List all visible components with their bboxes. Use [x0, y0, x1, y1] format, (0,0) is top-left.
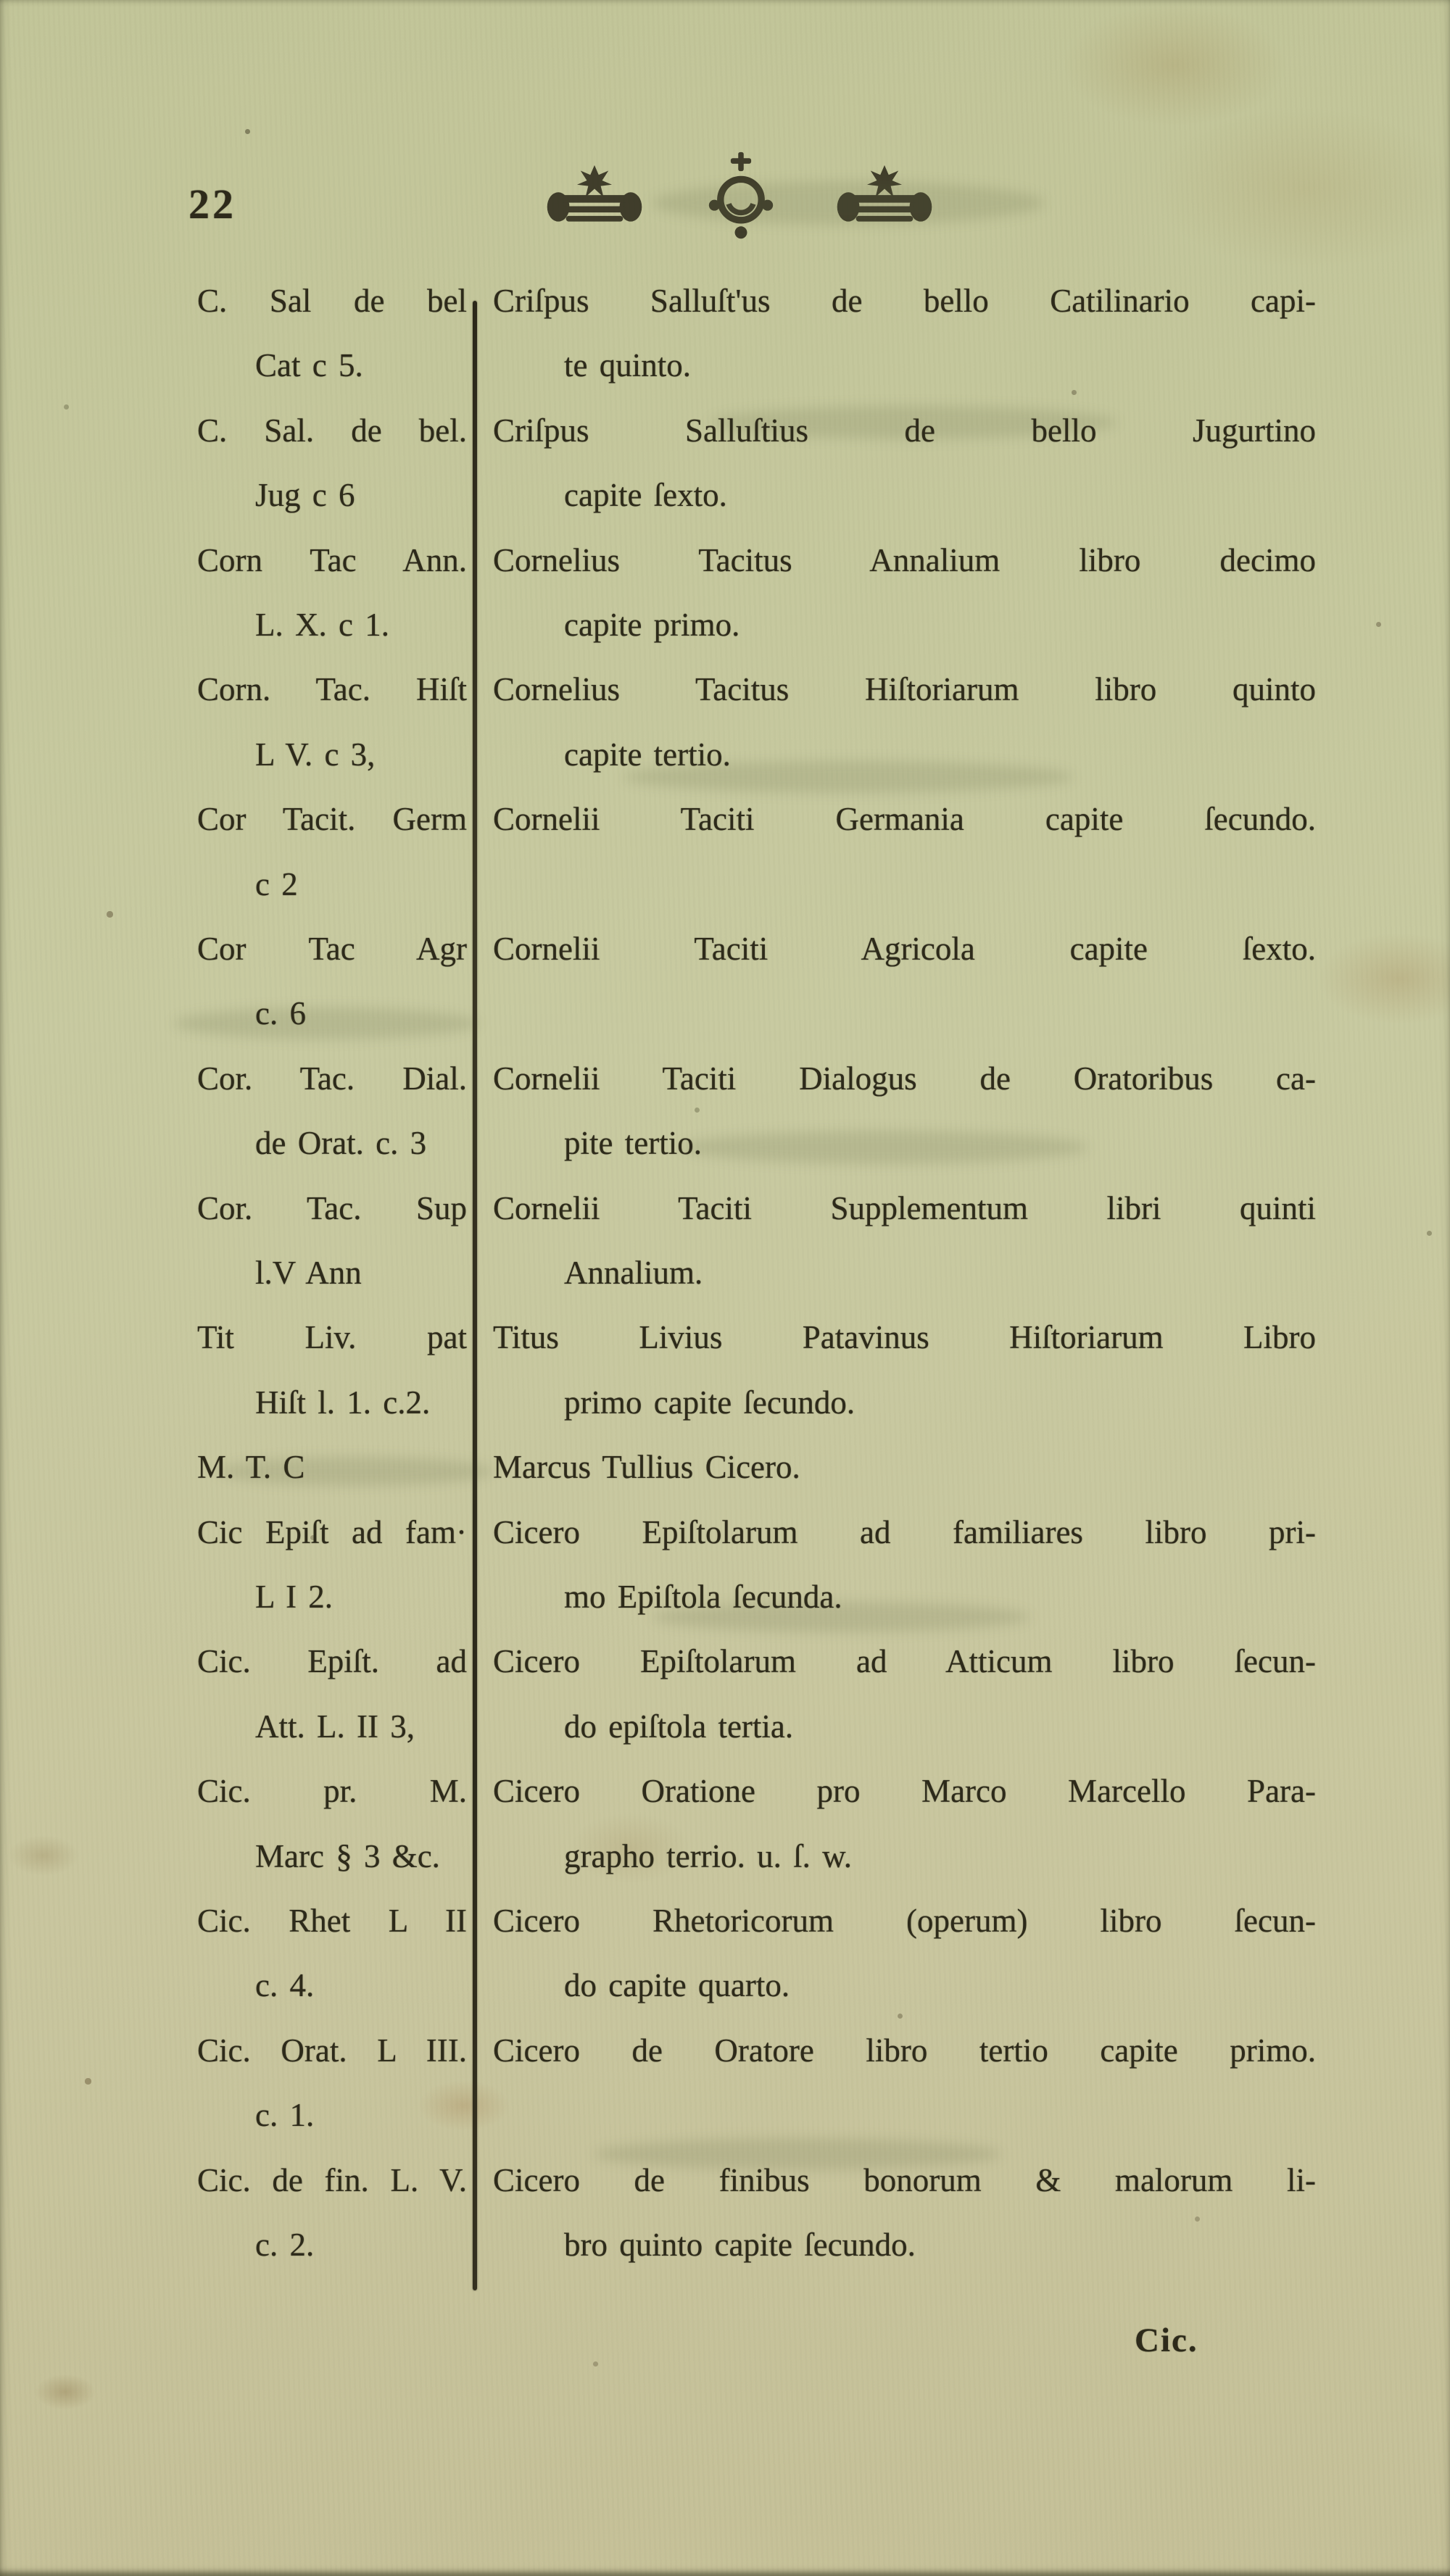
entry-row — [0, 1837, 1450, 1905]
expansion-text: Cicero Epiſtolarum ad Atticum libro ſecun- — [493, 1643, 1316, 1680]
expansion-text: Cornelii Taciti Agricola capite ſexto. — [493, 931, 1316, 967]
entry-row — [0, 1256, 1450, 1321]
abbreviation-text: Cor. Tac. Sup — [197, 1189, 467, 1226]
abbreviation-text: Cic. Epiſt. ad — [197, 1643, 467, 1680]
ink-showthrough-smudge — [652, 181, 1044, 225]
expansion-text: Cicero Epiſtolarum ad familiares libro pri- — [493, 1513, 1316, 1550]
abbreviation-text: Cic. de fin. L. V. — [197, 2161, 467, 2198]
expansion-text: capite ſexto. — [564, 477, 727, 514]
entry-row — [0, 802, 1450, 868]
entry-row — [0, 608, 1450, 673]
abbreviation-text: Cic. pr. M. — [197, 1773, 467, 1810]
abbreviation-text: Tit Liv. pat — [197, 1319, 467, 1356]
entry-row — [0, 997, 1450, 1062]
expansion-text: mo Epiſtola ſecunda. — [564, 1579, 842, 1615]
abbreviation-text: c. 1. — [255, 2097, 315, 2134]
entry-row — [0, 1904, 1450, 1969]
expansion-text: Cornelius Tacitus Annalium libro decimo — [493, 541, 1316, 578]
paper-specks — [0, 0, 2, 2]
entry-row — [0, 1774, 1450, 1840]
abbreviation-text: M. T. C — [197, 1449, 305, 1486]
entry-row — [0, 1580, 1450, 1645]
abbreviation-text: Att. L. II 3, — [255, 1708, 415, 1745]
entry-row — [0, 2098, 1450, 2164]
entry-row — [0, 2161, 1450, 2229]
expansion-text: grapho terrio. u. ſ. w. — [564, 1837, 852, 1874]
entry-row — [0, 1321, 1450, 1386]
expansion-text: Cornelius Tacitus Hiſtoriarum libro quinto — [493, 671, 1316, 708]
entry-row — [0, 1645, 1450, 1710]
expansion-text: Titus Livius Patavinus Hiſtoriarum Libro — [493, 1319, 1316, 1356]
abbreviation-text: Jug c 6 — [255, 477, 355, 514]
abbreviation-text: l.V Ann — [255, 1255, 362, 1291]
entry-row — [0, 349, 1450, 414]
abbreviation-text: Marc § 3 &c. — [255, 1837, 440, 1874]
page-number: 22 — [188, 180, 236, 228]
expansion-text: Cornelii Taciti Dialogus de Oratoribus ca- — [493, 1060, 1316, 1097]
expansion-text: pite tertio. — [564, 1125, 702, 1162]
expansion-text: Cornelii Taciti Supplementum libri quinti — [493, 1189, 1316, 1226]
expansion-text: Cicero Rhetoricorum (operum) libro ſecun- — [493, 1903, 1316, 1939]
abbreviation-text: Cor. Tac. Dial. — [197, 1060, 467, 1097]
entry-row — [0, 673, 1450, 738]
expansion-text: te quinto. — [564, 347, 691, 384]
abbreviation-text: c. 2. — [255, 2227, 315, 2263]
catchword: Cic. — [1135, 2322, 1198, 2359]
expansion-text: capite primo. — [564, 607, 740, 643]
abbreviation-text: Cat c 5. — [255, 347, 363, 384]
abbreviation-text: Corn. Tac. Hiſt — [197, 671, 467, 708]
entry-row — [0, 1062, 1450, 1127]
expansion-text: do epiſtola tertia. — [564, 1708, 794, 1745]
entry-row — [0, 284, 1450, 349]
abbreviation-text: L I 2. — [255, 1579, 334, 1615]
abbreviation-text: C. Sal. de bel. — [197, 412, 467, 449]
entry-row — [0, 1450, 1450, 1516]
expansion-text: primo capite ſecundo. — [564, 1384, 856, 1421]
abbreviation-text: Cic. Rhet L II — [197, 1903, 467, 1939]
entry-row — [0, 1386, 1450, 1451]
entry-row — [0, 865, 1450, 933]
expansion-text: Criſpus Salluſt'us de bello Catilinario capi- — [493, 283, 1316, 319]
entry-row — [0, 478, 1450, 544]
expansion-text: capite tertio. — [564, 736, 731, 773]
abbreviation-text: Hiſt l. 1. c.2. — [255, 1384, 431, 1421]
expansion-text: Cicero de Oratore libro tertio capite primo. — [493, 2032, 1316, 2069]
abbreviation-text: Cic. Orat. L III. — [197, 2032, 467, 2069]
entry-row — [0, 932, 1450, 997]
abbreviation-text: c. 4. — [255, 1967, 315, 2004]
abbreviation-text: de Orat. c. 3 — [255, 1125, 427, 1162]
expansion-text: Marcus Tullius Cicero. — [493, 1449, 800, 1486]
abbreviation-text: Corn Tac Ann. — [197, 541, 467, 578]
expansion-text: bro quinto capite ſecundo. — [564, 2227, 916, 2263]
abbreviation-text: c. 6 — [255, 995, 306, 1032]
expansion-text: Cornelii Taciti Germania capite ſecundo. — [493, 801, 1316, 838]
abbreviation-text: c 2 — [255, 865, 298, 902]
entry-row — [0, 414, 1450, 479]
abbreviation-text: Cic Epiſt ad fam· — [197, 1513, 467, 1550]
entry-row — [0, 541, 1450, 609]
expansion-text: Annalium. — [564, 1255, 703, 1291]
expansion-text: Cicero Oratione pro Marco Marcello Para- — [493, 1773, 1316, 1810]
entry-row — [0, 2034, 1450, 2099]
entry-row — [0, 1126, 1450, 1192]
abbreviation-text: Cor Tacit. Germ — [197, 801, 467, 838]
entry-row — [0, 1189, 1450, 1257]
entry-row — [0, 1513, 1450, 1581]
printer-fleuron-left-icon — [545, 162, 644, 232]
expansion-text: Criſpus Salluſtius de bello Jugurtino — [493, 412, 1316, 449]
entry-row — [0, 738, 1450, 803]
entry-row — [0, 1969, 1450, 2034]
expansion-text: do capite quarto. — [564, 1967, 790, 2004]
entry-row — [0, 2228, 1450, 2293]
expansion-text: Cicero de finibus bonorum & malorum li- — [493, 2161, 1316, 2198]
abbreviation-text: Cor Tac Agr — [197, 931, 467, 967]
abbreviation-text: C. Sal de bel — [197, 283, 467, 319]
entry-row — [0, 1710, 1450, 1775]
abbreviation-text: L. X. c 1. — [255, 607, 389, 643]
abbreviation-text: L V. c 3, — [255, 736, 376, 773]
